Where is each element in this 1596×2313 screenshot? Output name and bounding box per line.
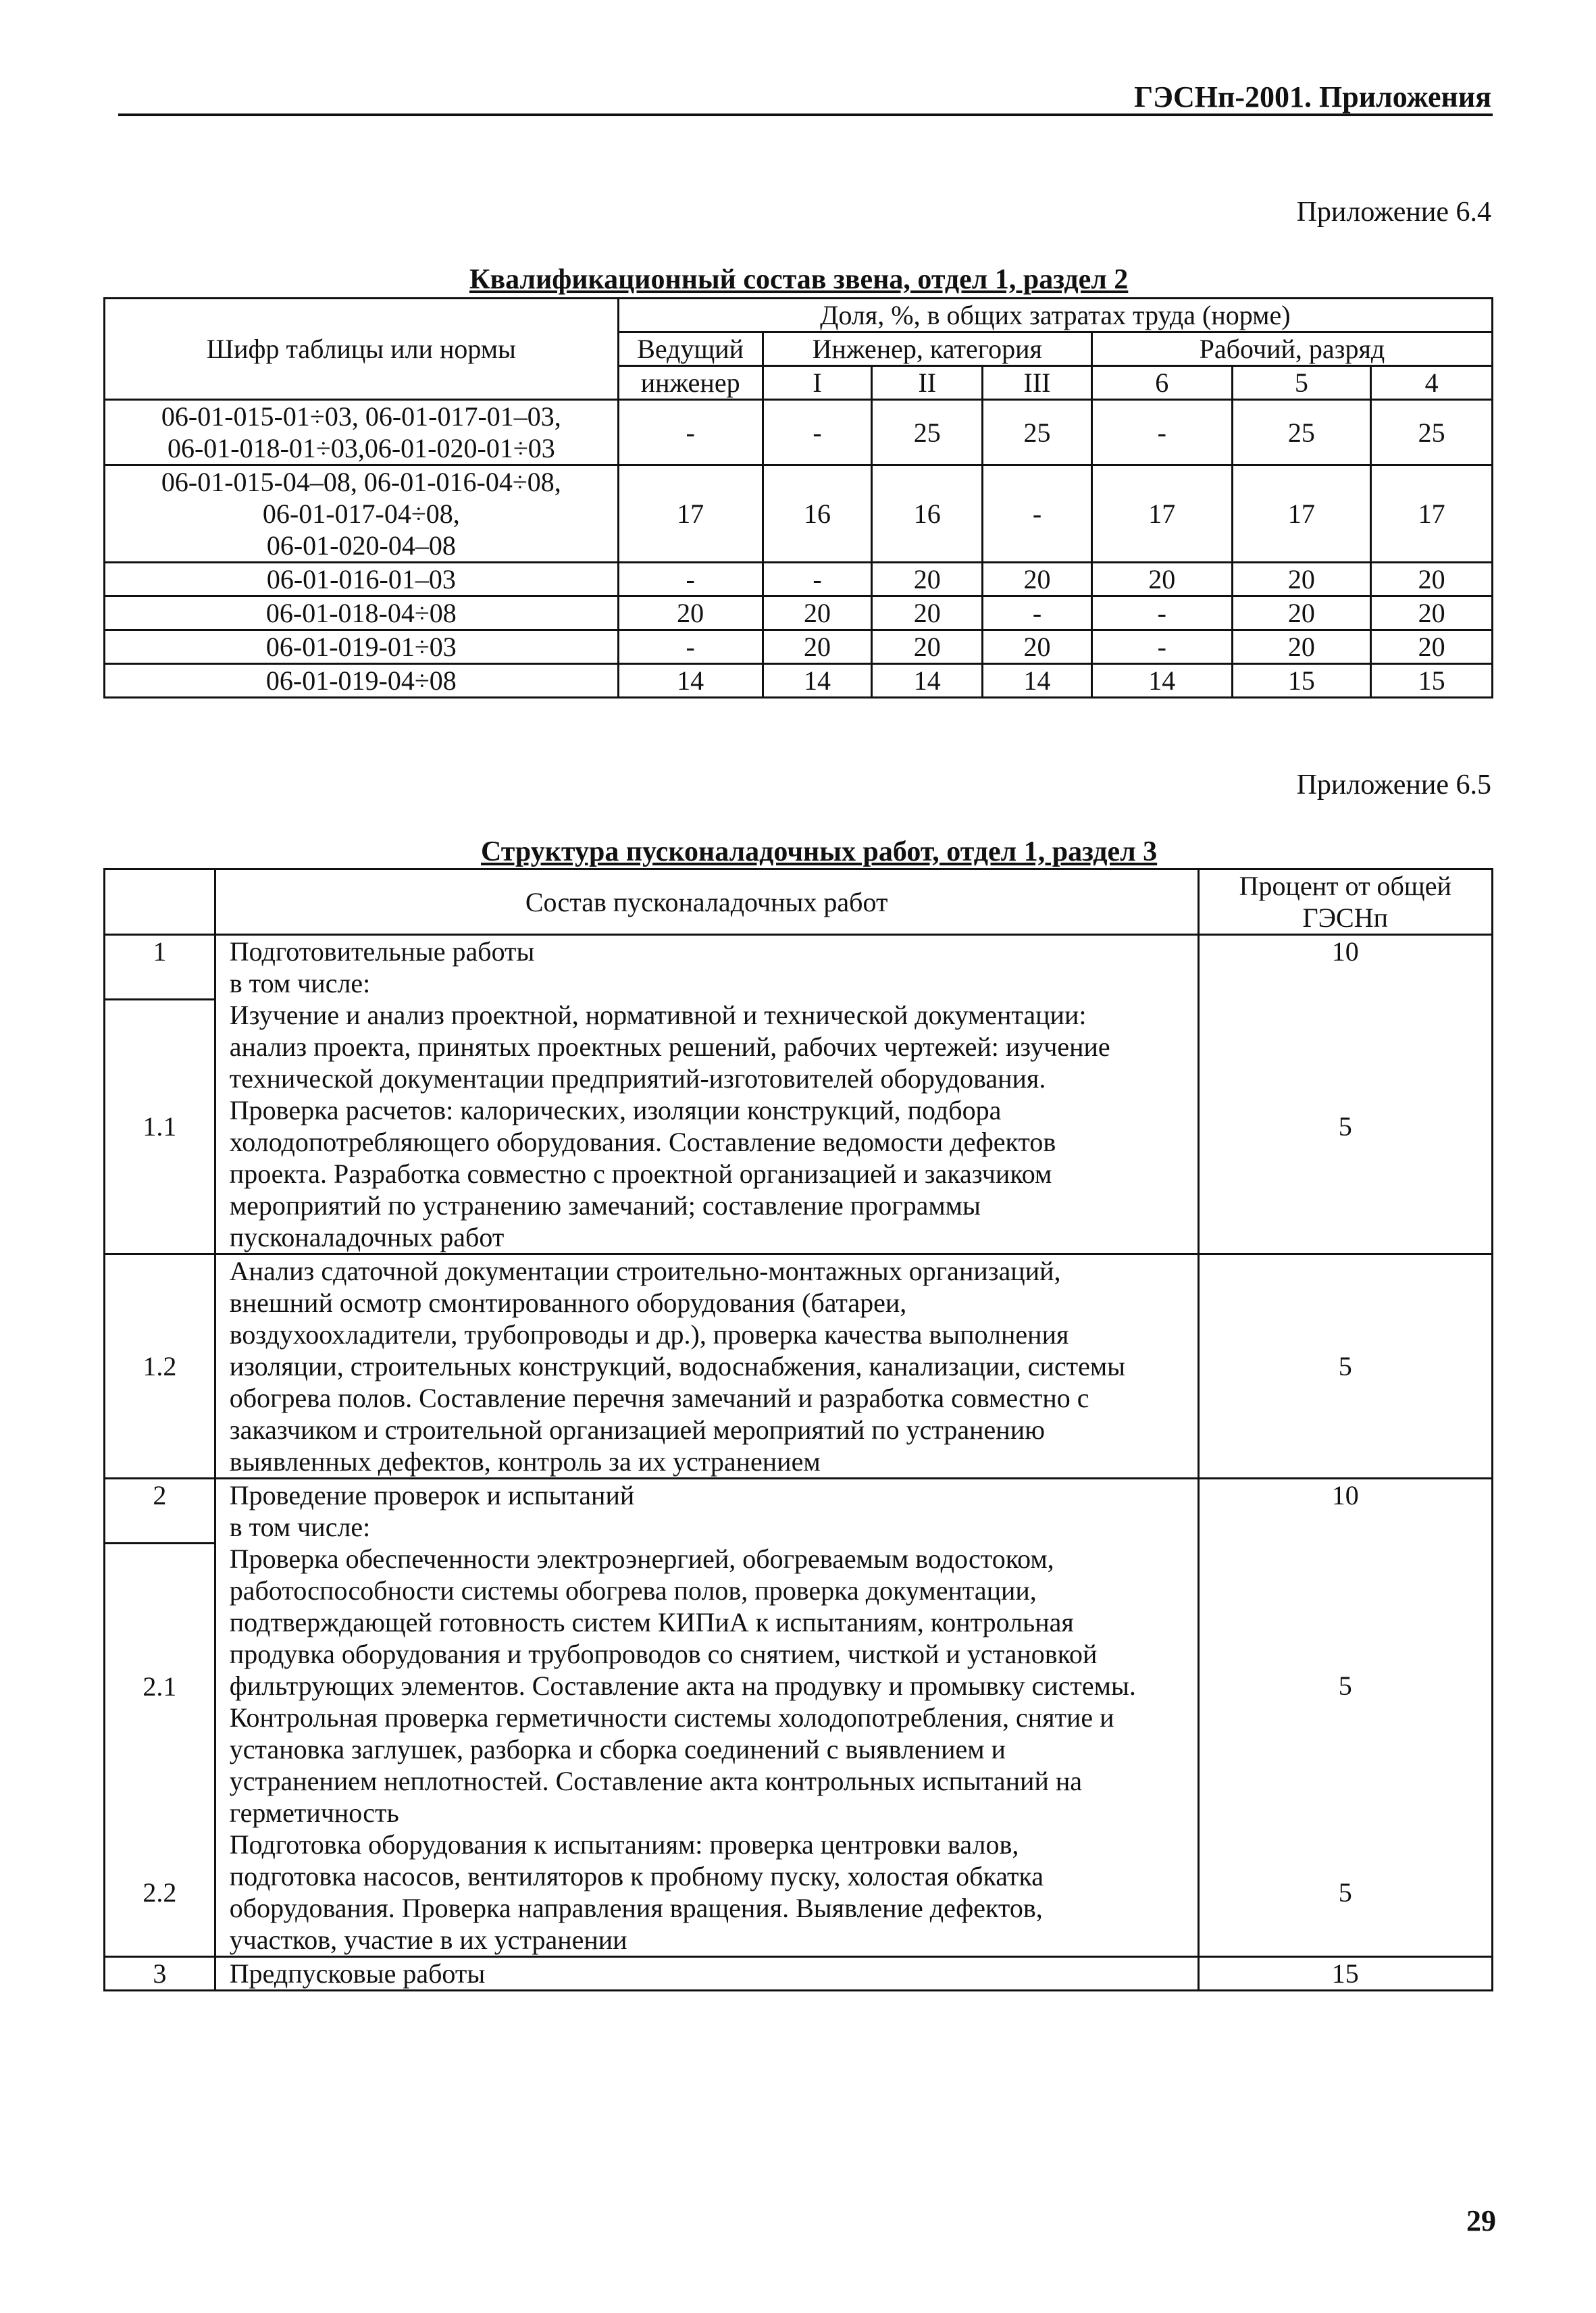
row-percent: 5 [1198,1254,1492,1479]
row-number: 3 [105,1957,215,1991]
table-row [105,563,1493,596]
desc-line: Предпусковые работы [229,1958,486,1989]
desc-line: изоляции, строительных конструкций, водоснабжения, канализации, системы [229,1351,1126,1381]
desc-line: мероприятий по устранению замечаний; составление программы [229,1190,981,1221]
col-header-share: Доля, %, в общих затратах труда (норме) [618,299,1492,332]
cell: 20 [872,563,983,596]
cell: 20 [763,596,872,630]
cell: 20 [983,630,1092,664]
cell: - [618,630,763,664]
cell: 15 [1232,664,1371,698]
pct-header-line: Процент от общей [1239,871,1451,901]
cell: 25 [1232,400,1371,465]
col-header-lead-2: инженер [618,366,763,400]
table-row [105,1254,1493,1479]
cell: 20 [872,630,983,664]
cell: - [618,400,763,465]
row-percent: 10 [1198,1479,1492,1544]
desc-line: в том числе: [229,968,371,998]
cell: 16 [763,465,872,563]
cell: 14 [872,664,983,698]
sub-header: II [872,366,983,400]
row-code: 06-01-018-04÷08 [105,596,619,630]
col-header-engineer: Инженер, категория [763,332,1091,366]
row-description [215,1829,1198,1957]
sub-header: I [763,366,872,400]
cell: - [763,400,872,465]
cell: - [618,563,763,596]
sub-header: 5 [1232,366,1371,400]
page-number: 29 [1466,2204,1496,2237]
cell: 20 [1091,563,1232,596]
desc-line: подготовка насосов, вентиляторов к пробному пуску, холостая обкатка [229,1861,1044,1891]
desc-line: технической документации предприятий-изготовителей оборудования. [229,1063,1046,1094]
row-description [215,1479,1198,1544]
table-row [105,1957,1493,1991]
cell: 20 [1232,563,1371,596]
desc-line: холодопотребляющего оборудования. Составление ведомости дефектов [229,1127,1056,1157]
code-line: 06-01-018-01÷03,06-01-020-01÷03 [167,433,555,463]
table-row [105,630,1493,664]
desc-line: в том числе: [229,1512,371,1542]
desc-line: продувка оборудования и трубопроводов со снятием, чисткой и установкой [229,1639,1098,1669]
desc-line: заказчиком и строительной организацией мероприятий по устранению [229,1415,1045,1445]
cell: 17 [618,465,763,563]
col-header-worker: Рабочий, разряд [1091,332,1492,366]
sub-header: 4 [1371,366,1493,400]
desc-line: пусконаладочных работ [229,1222,505,1252]
table2-title: Структура пусконаладочных работ, отдел 1, раздел 3 [481,836,1158,867]
row-description [215,999,1198,1254]
desc-line: фильтрующих элементов. Составление акта на продувку и промывку системы. [229,1671,1136,1701]
row-number: 1.1 [105,999,215,1254]
desc-line: Подготовка оборудования к испытаниям: проверка центровки валов, [229,1829,1019,1860]
desc-line: оборудования. Проверка направления вращения. Выявление дефектов, [229,1893,1043,1923]
header-rule [118,113,1493,116]
row-percent: 5 [1198,999,1492,1254]
desc-line: анализ проекта, принятых проектных решений, рабочих чертежей: изучение [229,1032,1110,1062]
row-number: 2 [105,1479,215,1544]
desc-line: Подготовительные работы [229,936,535,967]
cell: 20 [763,630,872,664]
cell: - [1091,596,1232,630]
table-row [105,999,1493,1254]
cell: 14 [618,664,763,698]
row-code [105,465,619,563]
desc-line: установка заглушек, разборка и сборка соединений с выявлением и [229,1734,1006,1764]
cell: 17 [1091,465,1232,563]
desc-line: герметичность [229,1798,399,1828]
cell: 20 [872,596,983,630]
desc-line: Изучение и анализ проектной, нормативной и технической документации: [229,1000,1087,1030]
cell: 25 [872,400,983,465]
cell: 20 [1232,630,1371,664]
col-header-code: Шифр таблицы или нормы [105,299,619,400]
table-row [105,465,1493,563]
desc-line: работоспособности системы обогрева полов, проверка документации, [229,1575,1037,1606]
row-number: 1.2 [105,1254,215,1479]
col-header-work: Состав пусконаладочных работ [215,869,1198,935]
row-code: 06-01-019-04÷08 [105,664,619,698]
cell: - [1091,630,1232,664]
desc-line: внешний осмотр смонтированного оборудования (батареи, [229,1288,907,1318]
desc-line: обогрева полов. Составление перечня замечаний и разработка совместно с [229,1383,1089,1413]
code-line: 06-01-015-01÷03, 06-01-017-01–03, [161,401,561,432]
table-row [105,1829,1493,1957]
sub-header: III [983,366,1092,400]
table-row [105,935,1493,1000]
appendix-label-6-4: Приложение 6.4 [1296,197,1491,228]
col-header-pct [1198,869,1492,935]
table-row [105,664,1493,698]
row-code [105,400,619,465]
row-percent: 5 [1198,1829,1492,1957]
cell: 25 [983,400,1092,465]
desc-line: проекта. Разработка совместно с проектной организацией и заказчиком [229,1159,1052,1189]
cell: 14 [763,664,872,698]
row-percent: 10 [1198,935,1492,1000]
cell: 20 [1371,596,1493,630]
row-percent: 5 [1198,1543,1492,1829]
row-description [215,1543,1198,1829]
cell: - [1091,400,1232,465]
row-description [215,1957,1198,1991]
row-code: 06-01-019-01÷03 [105,630,619,664]
cell: 25 [1371,400,1493,465]
cell: 16 [872,465,983,563]
desc-line: Проверка расчетов: калорических, изоляции конструкций, подбора [229,1095,1002,1125]
pct-header-line: ГЭСНп [1302,903,1389,933]
row-number: 2.1 [105,1543,215,1829]
desc-line: устранением неплотностей. Составление акта контрольных испытаний на [229,1766,1083,1796]
cell: - [983,596,1092,630]
code-line: 06-01-015-04–08, 06-01-016-04÷08, [161,467,561,497]
table-row [105,1543,1493,1829]
row-code: 06-01-016-01–03 [105,563,619,596]
row-percent: 15 [1198,1957,1492,1991]
row-number: 1 [105,935,215,1000]
table-row [105,1479,1493,1544]
cell: 20 [618,596,763,630]
desc-line: Проверка обеспеченности электроэнергией, обогреваемым водостоком, [229,1544,1054,1574]
desc-line: Проведение проверок и испытаний [229,1480,635,1510]
cell: 15 [1371,664,1493,698]
row-description [215,1254,1198,1479]
row-description [215,935,1198,1000]
desc-line: подтверждающей готовность систем КИПиА к испытаниям, контрольная [229,1607,1074,1637]
table-row [105,400,1493,465]
qualification-table [103,297,1493,698]
desc-line: участков, участие в их устранении [229,1925,627,1955]
appendix-label-6-5: Приложение 6.5 [1296,769,1491,800]
desc-line: выявленных дефектов, контроль за их устранением [229,1446,821,1477]
cell: 20 [1371,630,1493,664]
cell: 14 [983,664,1092,698]
row-number: 2.2 [105,1829,215,1957]
code-line: 06-01-020-04–08 [266,530,456,561]
cell: 20 [983,563,1092,596]
desc-line: воздухоохладители, трубопроводы и др.), проверка качества выполнения [229,1319,1069,1350]
cell: 17 [1371,465,1493,563]
commissioning-table [103,868,1493,1991]
running-header: ГЭСНп-2001. Приложения [1134,80,1491,113]
cell: - [763,563,872,596]
cell: 17 [1232,465,1371,563]
code-line: 06-01-017-04÷08, [262,499,460,529]
desc-line: Контрольная проверка герметичности системы холодопотребления, снятие и [229,1702,1114,1733]
col-header-lead: Ведущий [618,332,763,366]
cell: - [983,465,1092,563]
sub-header: 6 [1091,366,1232,400]
desc-line: Анализ сдаточной документации строительно-монтажных организаций, [229,1256,1061,1286]
cell: 20 [1371,563,1493,596]
col-header-num [105,869,215,935]
table1-title: Квалификационный состав звена, отдел 1, раздел 2 [469,264,1129,295]
cell: 20 [1232,596,1371,630]
cell: 14 [1091,664,1232,698]
table-row [105,596,1493,630]
